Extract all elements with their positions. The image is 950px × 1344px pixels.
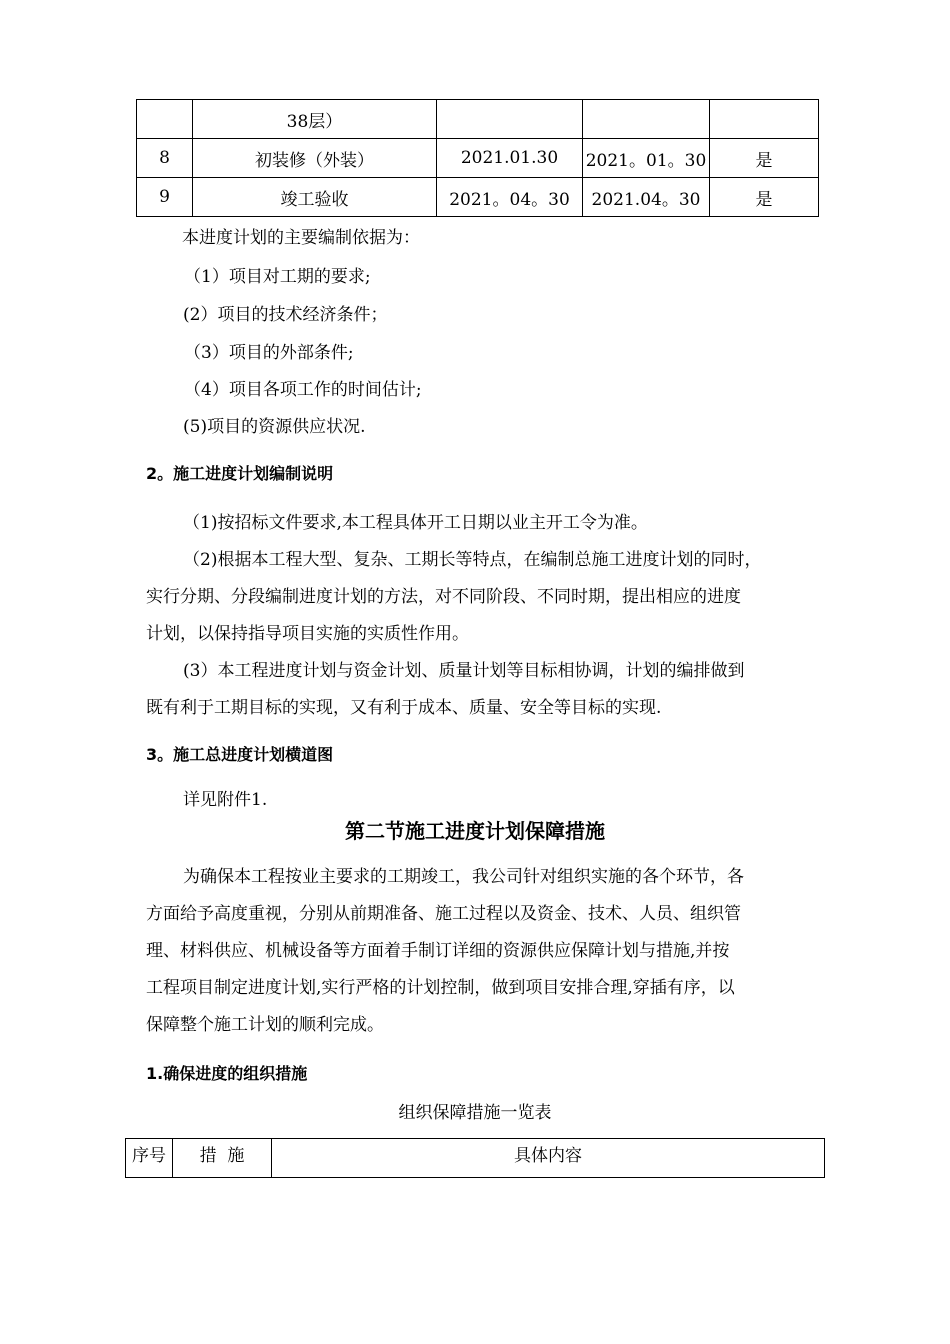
table-header-row xyxy=(126,1139,825,1178)
paragraph-line: 理、材料供应、机械设备等方面着手制订详细的资源供应保障计划与措施,并按 xyxy=(146,941,730,961)
paragraph-line: （1)按招标文件要求,本工程具体开工日期以业主开工令为准。 xyxy=(183,513,648,533)
paragraph-line: 实行分期、分段编制进度计划的方法，对不同阶段、不同时期，提出相应的进度 xyxy=(146,587,741,607)
table-row xyxy=(137,100,819,139)
row-actual-date: 2021.04。30 xyxy=(583,178,710,217)
row-done: 是 xyxy=(710,178,819,217)
paragraph-line: （2)根据本工程大型、复杂、工期长等特点，在编制总施工进度计划的同时， xyxy=(183,550,762,570)
paragraph-line: 既有利于工期目标的实现，又有利于成本、质量、安全等目标的实现. xyxy=(146,698,662,718)
table-caption: 组织保障措施一览表 xyxy=(398,1103,552,1123)
basis-item: （1）项目对工期的要求; xyxy=(184,267,371,287)
table-row xyxy=(137,139,819,178)
header-cell: 序号 xyxy=(126,1139,173,1178)
row-plan-date: 2021.01.30 xyxy=(437,139,583,178)
row-item: 竣工验收 xyxy=(193,178,437,217)
basis-intro: 本进度计划的主要编制依据为： xyxy=(182,228,420,248)
section-2-heading: 2。施工进度计划编制说明 xyxy=(146,464,334,483)
basis-item: (5)项目的资源供应状况. xyxy=(183,417,366,437)
attachment-reference: 详见附件1. xyxy=(183,790,268,810)
row-item: 初装修（外装） xyxy=(193,139,437,178)
row-done: 是 xyxy=(710,139,819,178)
row-plan-date xyxy=(437,100,583,139)
basis-item: (2）项目的技术经济条件； xyxy=(183,305,388,325)
org-measures-heading: 1.确保进度的组织措施 xyxy=(146,1064,308,1083)
header-cell: 措 施 xyxy=(173,1139,272,1178)
row-no xyxy=(137,100,193,139)
table-row xyxy=(137,178,819,217)
row-item: 38层） xyxy=(193,100,437,139)
row-done xyxy=(710,100,819,139)
header-cell: 具体内容 xyxy=(272,1139,825,1178)
schedule-table xyxy=(136,99,819,217)
paragraph-line: 保障整个施工计划的顺利完成。 xyxy=(146,1015,384,1035)
paragraph-line: 为确保本工程按业主要求的工期竣工，我公司针对组织实施的各个环节，各 xyxy=(183,867,744,887)
basis-item: （3）项目的外部条件; xyxy=(184,343,354,363)
row-actual-date: 2021。01。30 xyxy=(583,139,710,178)
paragraph-line: (3）本工程进度计划与资金计划、质量计划等目标相协调，计划的编排做到 xyxy=(183,661,745,681)
row-no: 9 xyxy=(137,178,193,217)
paragraph-line: 计划，以保持指导项目实施的实质性作用。 xyxy=(146,624,469,644)
org-measures-table xyxy=(125,1138,825,1178)
paragraph-line: 工程项目制定进度计划,实行严格的计划控制，做到项目安排合理,穿插有序，以 xyxy=(146,978,735,998)
section-title: 第二节施工进度计划保障措施 xyxy=(345,819,605,843)
section-3-heading: 3。施工总进度计划横道图 xyxy=(146,745,334,764)
row-plan-date: 2021。04。30 xyxy=(437,178,583,217)
row-no: 8 xyxy=(137,139,193,178)
basis-item: （4）项目各项工作的时间估计; xyxy=(184,380,422,400)
paragraph-line: 方面给予高度重视，分别从前期准备、施工过程以及资金、技术、人员、组织管 xyxy=(146,904,741,924)
row-actual-date xyxy=(583,100,710,139)
